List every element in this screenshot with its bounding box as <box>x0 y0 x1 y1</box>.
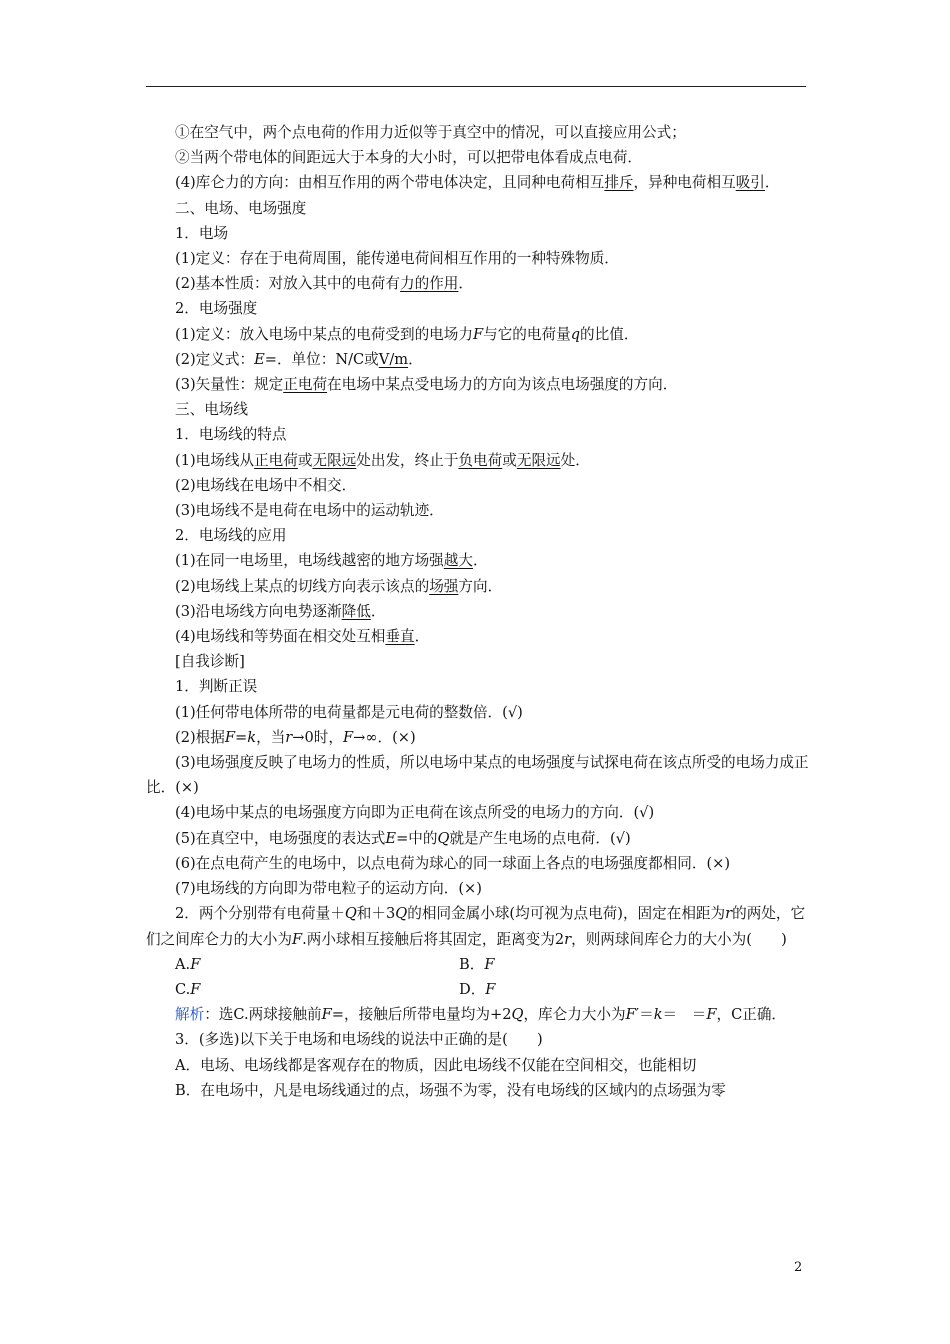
underlined-answer: 场强 <box>429 577 459 595</box>
options-row <box>146 952 810 977</box>
header-rule <box>146 86 806 87</box>
option-a: A．电场、电场线都是客观存在的物质，因此电场线不仅能在空间相交，也能相切 <box>175 1056 697 1074</box>
text-line: (3)电场线不是电荷在电场中的运动轨迹． <box>175 502 444 520</box>
text-line: (4)电场中某点的电场强度方向即为正电荷在该点所受的电场力的方向．(√) <box>175 804 655 822</box>
underlined-answer: 无限远 <box>312 451 357 469</box>
underlined-answer: V/m <box>378 350 409 368</box>
option-a: A.F <box>175 955 201 973</box>
underlined-answer: 力的作用 <box>400 275 459 293</box>
underlined-answer: 吸引 <box>735 174 765 192</box>
underlined-answer: 垂直 <box>385 628 415 646</box>
underlined-answer: 排斥 <box>604 174 634 192</box>
subsection-heading: 1．电场 <box>175 224 229 242</box>
text-line: (2)定义式：E=．单位：N/C或V/m． <box>175 350 423 368</box>
underlined-answer: 无限远 <box>516 451 561 469</box>
question-2: 2．两个分别带有电荷量＋Q和＋3Q的相同金属小球(均可视为点电荷)，固定在相距为r的两处，它们之间库仑力的大小为F.两小球相互接触后将其固定，距离变为2r，则两球间库仑力的大小为( ) <box>146 905 806 948</box>
subsection-heading: 1．判断正误 <box>175 678 258 696</box>
answer-label: 解析 <box>175 1006 205 1024</box>
text-line: (1)电场线从正电荷或无限远处出发，终止于负电荷或无限远处． <box>175 451 590 469</box>
text-line: (3)矢量性：规定正电荷在电场中某点受电场力的方向为该点电场强度的方向． <box>175 376 678 394</box>
text-line: ①在空气中，两个点电荷的作用力近似等于真空中的情况，可以直接应用公式； <box>175 124 686 141</box>
text-line: (3)沿电场线方向电势逐渐降低． <box>175 602 386 620</box>
text-line: (1)任何带电体所带的电荷量都是元电荷的整数倍．(√) <box>175 703 523 721</box>
subsection-heading: 2．电场强度 <box>175 300 258 318</box>
options-row <box>146 977 810 1002</box>
text-line: (2)电场线在电场中不相交． <box>175 476 357 494</box>
underlined-answer: 正电荷 <box>283 376 328 394</box>
subsection-heading: 1．电场线的特点 <box>175 426 287 444</box>
text-line: ②当两个带电体的间距远大于本身的大小时，可以把带电体看成点电荷． <box>175 149 643 167</box>
subsection-heading: 2．电场线的应用 <box>175 527 287 545</box>
text-line: (7)电场线的方向即为带电粒子的运动方向．(×) <box>175 880 482 898</box>
text-line: (2)根据F=k，当r→0时，F→∞．(×) <box>175 728 416 746</box>
underlined-answer: 负电荷 <box>458 451 503 469</box>
text-line: (3)电场强度反映了电场力的性质，所以电场中某点的电场强度与试探电荷在该点所受的电场力成正比．(×) <box>146 754 809 797</box>
section-heading: [自我诊断] <box>175 653 245 671</box>
underlined-answer: 降低 <box>341 602 371 620</box>
section-heading: 三、电场线 <box>175 401 248 419</box>
option-b: B．在电场中，凡是电场线通过的点，场强不为零，没有电场线的区域内的点场强为零 <box>175 1081 726 1099</box>
text-line: (6)在点电荷产生的电场中，以点电荷为球心的同一球面上各点的电场强度都相同．(×) <box>175 854 731 872</box>
option-c: C.F <box>175 980 201 998</box>
underlined-answer: 越大 <box>443 552 473 570</box>
text-line: (1)在同一电场里，电场线越密的地方场强越大． <box>175 552 488 570</box>
underlined-answer: 正电荷 <box>254 451 298 469</box>
text-line: (1)定义：放入电场中某点的电荷受到的电场力F与它的电荷量q的比值． <box>175 325 639 343</box>
text-line: (4)库仑力的方向：由相互作用的两个带电体决定，且同种电荷相互排斥，异种电荷相互吸引． <box>175 174 780 192</box>
page-number: 2 <box>794 1260 803 1275</box>
text-line: (4)电场线和等势面在相交处互相垂直． <box>175 628 430 646</box>
option-b: B．F <box>459 955 495 973</box>
option-d: D．F <box>459 980 496 998</box>
text-line: (2)基本性质：对放入其中的电荷有力的作用． <box>175 275 473 293</box>
text-line: (2)电场线上某点的切线方向表示该点的场强方向． <box>175 577 503 595</box>
text-line: (5)在真空中，电场强度的表达式E=中的Q就是产生电场的点电荷．(√) <box>175 829 631 847</box>
page-body <box>146 120 810 1103</box>
section-heading: 二、电场、电场强度 <box>175 199 307 217</box>
question-3: 3．(多选)以下关于电场和电场线的说法中正确的是( ) <box>175 1031 543 1049</box>
text-line: (1)定义：存在于电荷周围，能传递电荷间相互作用的一种特殊物质． <box>175 250 619 268</box>
answer-explanation: 解析：选C.两球接触前F=，接触后所带电量均为+2Q，库仑力大小为F′＝k＝ ＝F，C正确． <box>175 1006 787 1024</box>
